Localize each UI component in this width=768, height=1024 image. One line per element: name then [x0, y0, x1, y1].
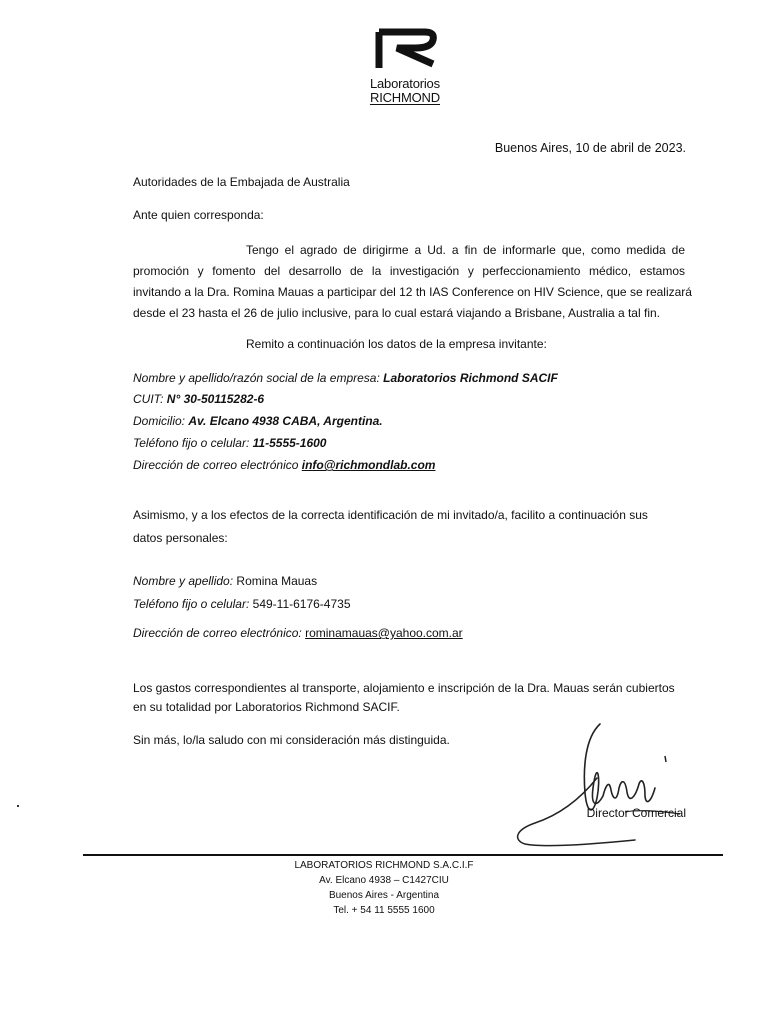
guest-email-label: Dirección de correo electrónico:: [133, 626, 302, 640]
guest-email-link[interactable]: rominamauas@yahoo.com.ar: [305, 626, 463, 640]
para-line: Los gastos correspondientes al transporte, alojamiento e inscripción de la Dra. Mauas serán cubiertos: [133, 681, 675, 695]
letterhead-footer: [0, 858, 768, 918]
guest-intro-paragraph: [133, 504, 685, 550]
company-name-label: Nombre y apellido/razón social de la empresa:: [133, 371, 380, 385]
logo-text-line2: RICHMOND: [370, 90, 440, 105]
guest-phone-row: [133, 597, 351, 611]
guest-phone-value: 549-11-6176-4735: [252, 597, 351, 611]
company-name-row: [133, 371, 558, 385]
guest-name-value: Romina Mauas: [236, 574, 318, 588]
para-line: datos personales:: [133, 531, 228, 545]
company-cuit-label: CUIT:: [133, 392, 164, 406]
richmond-logo-mark-icon: [375, 28, 437, 72]
company-email-label: Dirección de correo electrónico: [133, 458, 299, 472]
letter-date: Buenos Aires, 10 de abril de 2023.: [494, 141, 686, 155]
company-phone-value: 11-5555-1600: [252, 436, 327, 450]
guest-name-row: [133, 574, 317, 588]
expenses-paragraph: [133, 679, 685, 717]
body-line: Tengo el agrado de dirigirme a Ud. a fin de informarle que, como medida de: [246, 243, 685, 257]
body-line: promoción y fomento del desarrollo de la investigación y perfeccionamiento médico, estamos: [133, 264, 685, 278]
footer-line: Av. Elcano 4938 – C1427CIU: [319, 875, 449, 886]
recipient: Autoridades de la Embajada de Australia: [133, 175, 350, 189]
body-line: invitando a la Dra. Romina Mauas a participar del 12 th IAS Conference on HIV Science, que se realizará: [133, 285, 692, 299]
company-logo: [355, 28, 465, 108]
company-address-row: [133, 414, 383, 428]
guest-email-row: [133, 626, 463, 640]
footer-line: Buenos Aires - Argentina: [328, 890, 440, 901]
remit-line: Remito a continuación los datos de la empresa invitante:: [246, 337, 547, 351]
company-phone-row: [133, 436, 326, 450]
body-paragraph: [133, 240, 692, 324]
handwritten-signature-icon: [505, 718, 685, 848]
company-email-link[interactable]: info@richmondlab.com: [301, 458, 436, 472]
body-line: desde el 23 hasta el 26 de julio inclusive, para lo cual estará viajando a Brisbane, Australia a tal fin.: [133, 306, 660, 320]
logo-text-line1: Laboratorios: [370, 76, 440, 91]
company-cuit-value: N° 30-50115282-6: [166, 392, 265, 406]
guest-name-label: Nombre y apellido:: [133, 574, 234, 588]
closing-line: Sin más, lo/la saludo con mi consideración más distinguida.: [133, 733, 450, 747]
para-line: Asimismo, y a los efectos de la correcta identificación de mi invitado/a, facilito a continuación sus: [133, 508, 648, 522]
footer-line: LABORATORIOS RICHMOND S.A.C.I.F: [294, 860, 474, 871]
company-email-row: [133, 458, 435, 472]
footer-line: Tel. + 54 11 5555 1600: [333, 905, 435, 916]
footer-divider: [83, 854, 723, 856]
scan-speck: [17, 805, 19, 807]
guest-phone-label: Teléfono fijo o celular:: [133, 597, 250, 611]
company-address-value: Av. Elcano 4938 CABA, Argentina.: [188, 414, 383, 428]
company-phone-label: Teléfono fijo o celular:: [133, 436, 250, 450]
company-name-value: Laboratorios Richmond SACIF: [383, 371, 558, 385]
company-address-label: Domicilio:: [133, 414, 186, 428]
company-cuit-row: [133, 392, 264, 406]
para-line: en su totalidad por Laboratorios Richmond SACIF.: [133, 700, 400, 714]
greeting: Ante quien corresponda:: [133, 208, 264, 222]
signature-title: Director Comercial: [586, 806, 686, 820]
